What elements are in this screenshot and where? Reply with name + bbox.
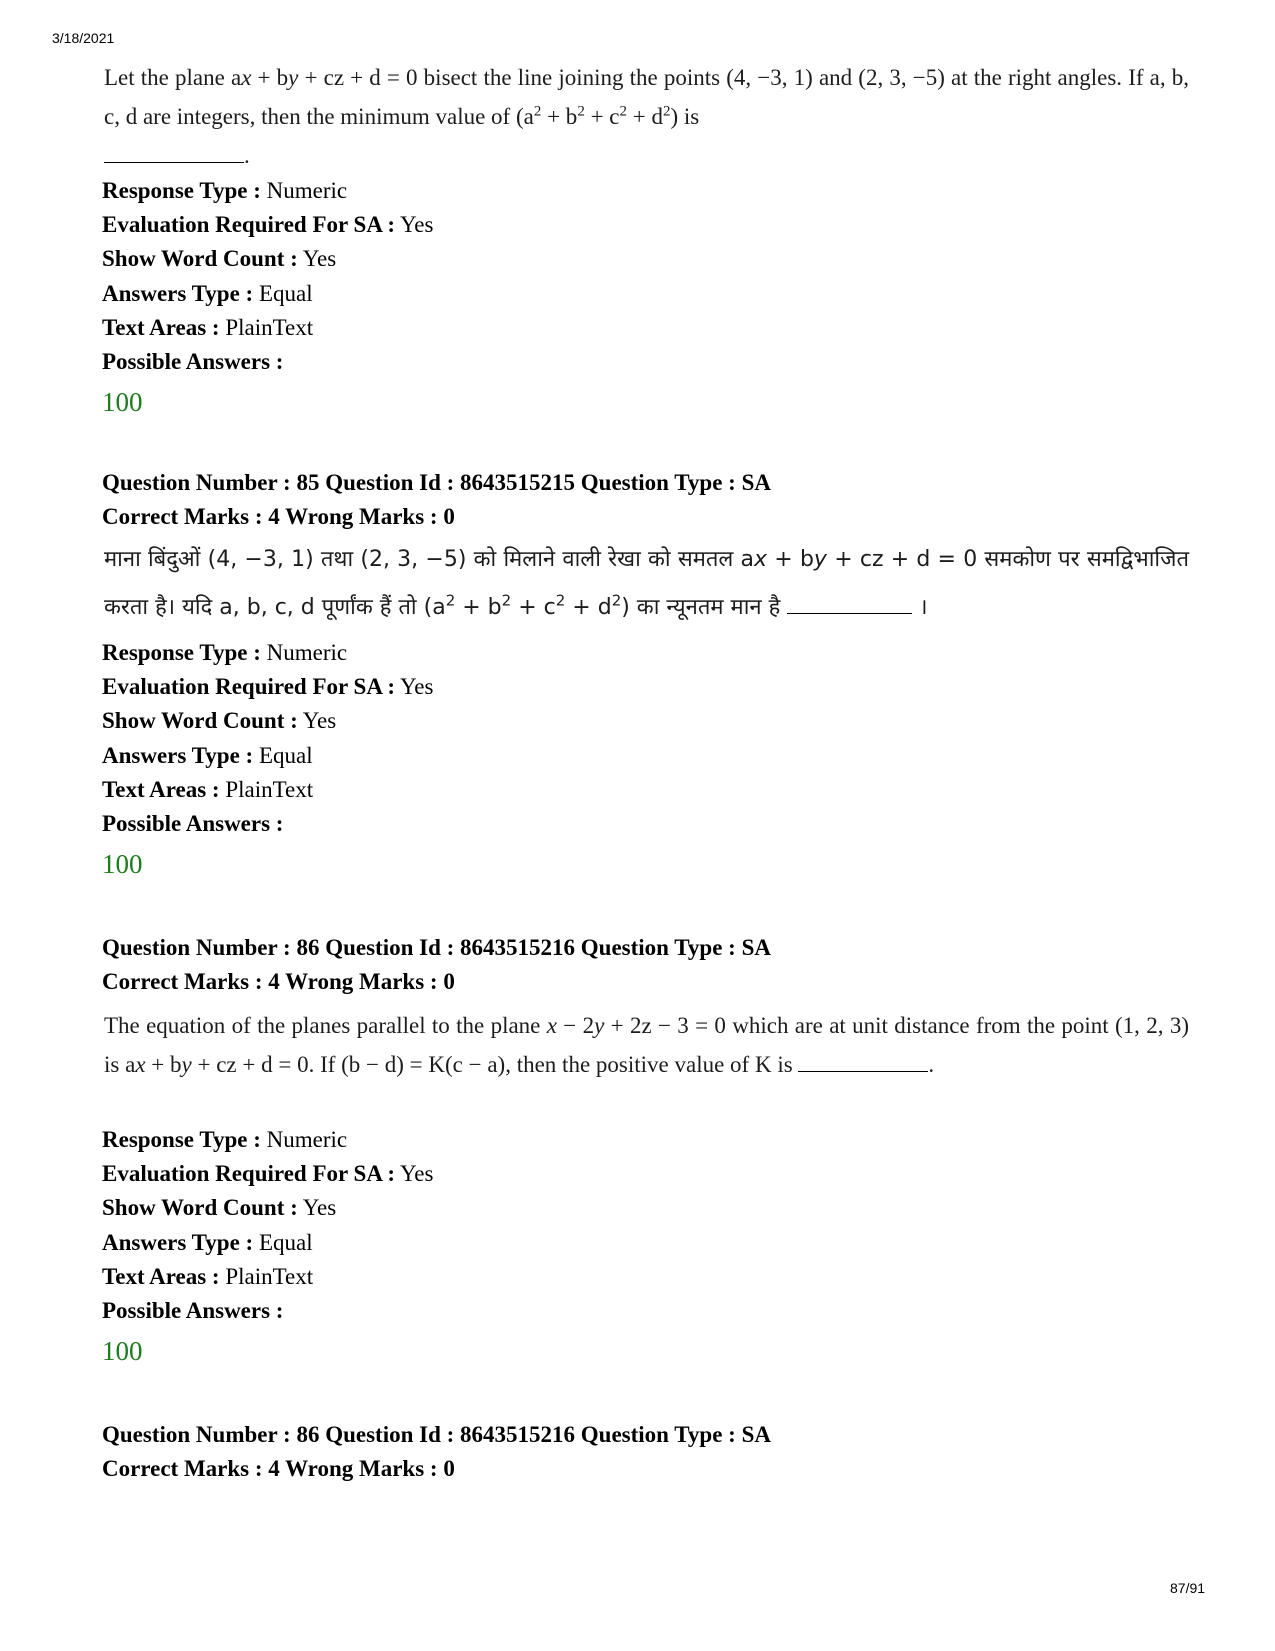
possible-answer: 100 xyxy=(102,849,143,880)
page-number: 87/91 xyxy=(1170,1580,1206,1596)
question-85-meta: Response Type : Numeric Evaluation Required For SA : Yes Show Word Count : Yes Answers Type : Equal Text Areas : PlainText Possible Answers : 100 xyxy=(102,636,433,881)
answer-blank xyxy=(104,161,244,163)
possible-answer: 100 xyxy=(102,387,143,418)
question-86-text: The equation of the planes parallel to the plane x − 2y + 2z − 3 = 0 which are at unit distance from the point (1, 2, 3) is ax + by + cz + d = 0. If (b − d) = K(c − a), then the positive value of K is . xyxy=(104,1013,1190,1077)
question-85-header: Question Number : 85 Question Id : 8643515215 Question Type : SA Correct Marks : 4 Wrong Marks : 0 xyxy=(102,470,771,529)
question-86-hindi-header: Question Number : 86 Question Id : 8643515216 Question Type : SA Correct Marks : 4 Wrong Marks : 0 xyxy=(102,1422,771,1481)
question-84-text: Let the plane ax + by + cz + d = 0 bisect the line joining the points (4, −3, 1) and (2, 3, −5) at the right angles. If a, b, c, d are integers, then the minimum value of $(a^2 + b^2 + c^2 + d^2)$ is . xyxy=(104,65,1189,168)
print-date: 3/18/2021 xyxy=(52,30,115,46)
question-86-header: Question Number : 86 Question Id : 8643515216 Question Type : SA Correct Marks : 4 Wrong Marks : 0 xyxy=(102,935,771,994)
question-84-meta: Response Type : Numeric Evaluation Required For SA : Yes Show Word Count : Yes Answers Type : Equal Text Areas : PlainText Possible Answers : 100 xyxy=(102,174,433,419)
answer-blank xyxy=(787,612,912,614)
question-86-meta: Response Type : Numeric Evaluation Required For SA : Yes Show Word Count : Yes Answers Type : Equal Text Areas : PlainText Possible Answers : 100 xyxy=(102,1123,433,1368)
answer-blank xyxy=(798,1070,928,1072)
question-85-text: माना बिंदुओं (4, −3, 1) तथा (2, 3, −5) को मिलाने वाली रेखा को समतल ax + by + cz + d = 0 समकोण पर समद्विभाजित करता है। यदि a, b, c, d पूर्णांक हैं तो $(a^2 + b^2 + c^2 + d^2)$ का न्यूनतम मान है । xyxy=(104,547,1189,620)
possible-answer: 100 xyxy=(102,1336,143,1367)
